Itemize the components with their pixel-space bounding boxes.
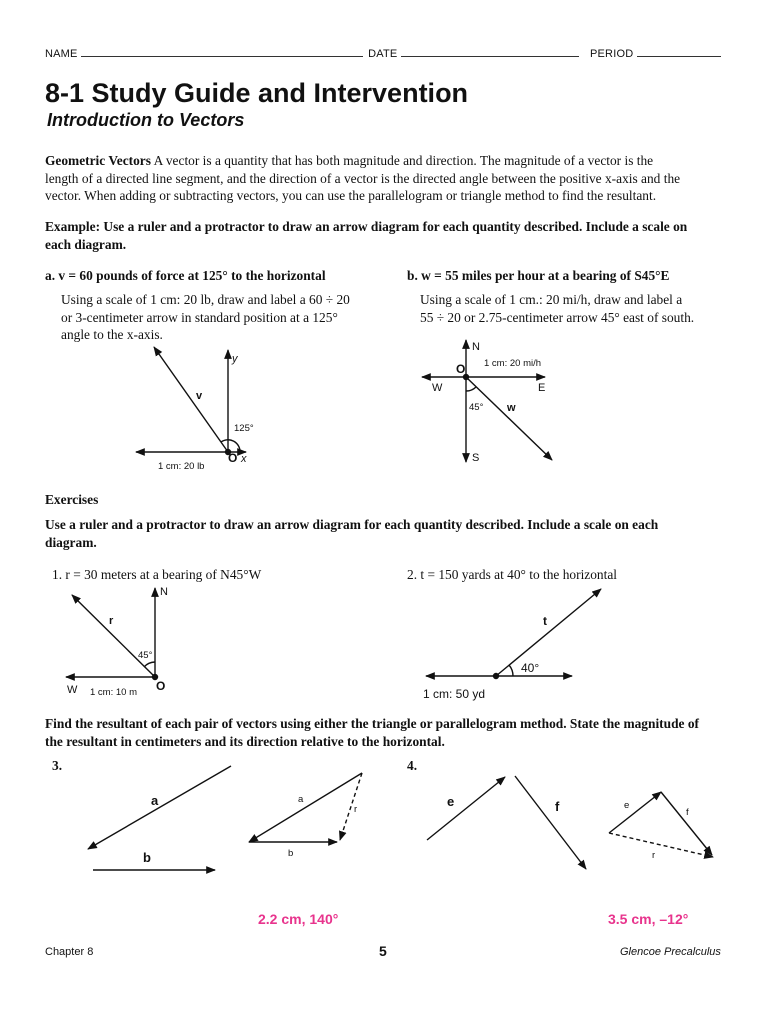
diagram-2-angle-arc bbox=[509, 665, 513, 676]
diagram-a-scale: 1 cm: 20 lb bbox=[158, 461, 205, 472]
vector-r bbox=[72, 595, 155, 677]
intro-line-1: A vector is a quantity that has both magnitude and direction. The magnitude of a vector is the bbox=[153, 153, 654, 168]
triangle-4-e bbox=[609, 792, 661, 833]
diagram-a-v-label: v bbox=[196, 390, 203, 402]
date-label: DATE bbox=[368, 48, 398, 60]
diagram-2-t-label: t bbox=[543, 614, 547, 628]
diagram-a-y-label: y bbox=[232, 353, 238, 365]
name-label: NAME bbox=[45, 48, 78, 60]
page-title: 8-1 Study Guide and Intervention bbox=[45, 78, 469, 108]
exercises-instructions bbox=[45, 516, 735, 551]
intro-line-2: length of a directed line segment, and the direction of a vector is the directed angle between the positive x-axis and the bbox=[45, 170, 681, 186]
exercise-3-label: 3. bbox=[52, 758, 63, 773]
diagram-4-e2-label: e bbox=[624, 800, 630, 811]
answer-4: 3.5 cm, –12° bbox=[608, 911, 689, 927]
diagram-b-angle-arc bbox=[466, 387, 476, 391]
example-a-label: a. v = 60 pounds of force at 125° to the horizontal bbox=[45, 268, 326, 283]
diagram-3-a2-label: a bbox=[298, 794, 304, 805]
diagram-1-origin-label: O bbox=[156, 679, 166, 693]
diagram-3-a-label: a bbox=[151, 793, 159, 808]
diagram-b-origin-label: O bbox=[456, 362, 466, 376]
diagram-b-w-dir-label: W bbox=[432, 382, 443, 394]
exercises-heading: Exercises bbox=[45, 492, 99, 507]
intro-heading: Geometric Vectors bbox=[45, 153, 151, 168]
triangle-3-a bbox=[249, 773, 362, 842]
exercises-instr-line-2: diagram. bbox=[45, 534, 97, 550]
diagram-4 bbox=[427, 776, 713, 869]
intro-line-3: vector. When adding or subtracting vectors, you can use the parallelogram or triangle method to find the resultant. bbox=[45, 188, 657, 204]
triangle-4-f bbox=[661, 792, 712, 855]
exercise-2-label: 2. t = 150 yards at 40° to the horizontal bbox=[407, 567, 618, 582]
diagram-3 bbox=[88, 766, 362, 870]
diagram-4-f2-label: f bbox=[686, 807, 689, 818]
exercise-4-label: 4. bbox=[407, 758, 418, 773]
diagram-b-e-dir-label: E bbox=[538, 382, 546, 394]
exercise-1-label: 1. r = 30 meters at a bearing of N45°W bbox=[52, 567, 262, 582]
diagram-4-e-label: e bbox=[447, 794, 455, 809]
page-subtitle: Introduction to Vectors bbox=[47, 110, 245, 130]
example-line-2: each diagram. bbox=[45, 236, 127, 252]
diagram-2-scale: 1 cm: 50 yd bbox=[423, 687, 486, 701]
diagram-a-angle-label: 125° bbox=[234, 423, 254, 434]
footer-book: Glencoe Precalculus bbox=[620, 946, 721, 958]
diagram-1 bbox=[66, 588, 158, 680]
diagram-2 bbox=[426, 589, 601, 679]
vector-f bbox=[515, 776, 586, 869]
diagram-a bbox=[136, 347, 246, 455]
period-label: PERIOD bbox=[589, 48, 634, 60]
diagram-3-b2-label: b bbox=[288, 848, 294, 859]
example-a-line-1: Using a scale of 1 cm: 20 lb, draw and label a 60 ÷ 20 bbox=[61, 292, 350, 307]
diagram-2-origin-dot bbox=[494, 674, 499, 679]
triangle-3-resultant bbox=[340, 773, 362, 840]
example-b-line-2: 55 ÷ 20 or 2.75-centimeter arrow 45° east of south. bbox=[420, 309, 695, 325]
diagram-4-r-label: r bbox=[652, 850, 656, 861]
diagram-b-scale: 1 cm: 20 mi/h bbox=[484, 358, 542, 369]
vector-e bbox=[427, 777, 505, 840]
example-b-label: b. w = 55 miles per hour at a bearing of S45°E bbox=[407, 268, 670, 283]
diagram-b-s-label: S bbox=[472, 452, 480, 464]
example-a-line-3: angle to the x-axis. bbox=[61, 327, 163, 343]
diagram-4-f-label: f bbox=[555, 799, 560, 814]
vector-v bbox=[154, 347, 228, 452]
diagram-1-angle-arc bbox=[144, 662, 155, 667]
diagram-b-w-label: w bbox=[507, 402, 516, 414]
example-a-line-2: or 3-centimeter arrow in standard position at a 125° bbox=[61, 309, 338, 325]
diagram-3-r-label: r bbox=[354, 804, 358, 815]
diagram-1-scale: 1 cm: 10 m bbox=[90, 687, 137, 698]
diagram-b-angle-label: 45° bbox=[469, 402, 484, 413]
diagram-1-r-label: r bbox=[109, 615, 114, 627]
answer-3: 2.2 cm, 140° bbox=[258, 911, 339, 927]
resultant-line-1: Find the resultant of each pair of vectors using either the triangle or parallelogram method. State the magnitude of bbox=[45, 716, 699, 731]
diagram-b-n-label: N bbox=[472, 341, 480, 353]
exercises-instr-line-1: Use a ruler and a protractor to draw an arrow diagram for each quantity described. Include a scale on each bbox=[45, 517, 659, 532]
resultant-line-2: the resultant in centimeters and its direction relative to the horizontal. bbox=[45, 733, 445, 749]
resultant-instructions bbox=[45, 715, 745, 750]
vector-t bbox=[496, 589, 601, 676]
diagram-2-angle-label: 40° bbox=[521, 661, 540, 675]
diagram-a-x-label: x bbox=[241, 453, 247, 465]
example-b-line-1: Using a scale of 1 cm.: 20 mi/h, draw and label a bbox=[420, 292, 683, 307]
diagram-1-n-label: N bbox=[160, 586, 168, 598]
vector-a bbox=[88, 766, 231, 849]
example-line-1: Example: Use a ruler and a protractor to draw an arrow diagram for each quantity described. Include a scale on bbox=[45, 219, 688, 234]
diagram-1-angle-label: 45° bbox=[138, 650, 153, 661]
diagram-1-w-label: W bbox=[67, 684, 78, 696]
diagram-a-origin-label: O bbox=[228, 451, 238, 465]
diagram-3-b-label: b bbox=[143, 850, 151, 865]
footer-page-number: 5 bbox=[379, 943, 387, 959]
footer-chapter: Chapter 8 bbox=[45, 946, 94, 958]
